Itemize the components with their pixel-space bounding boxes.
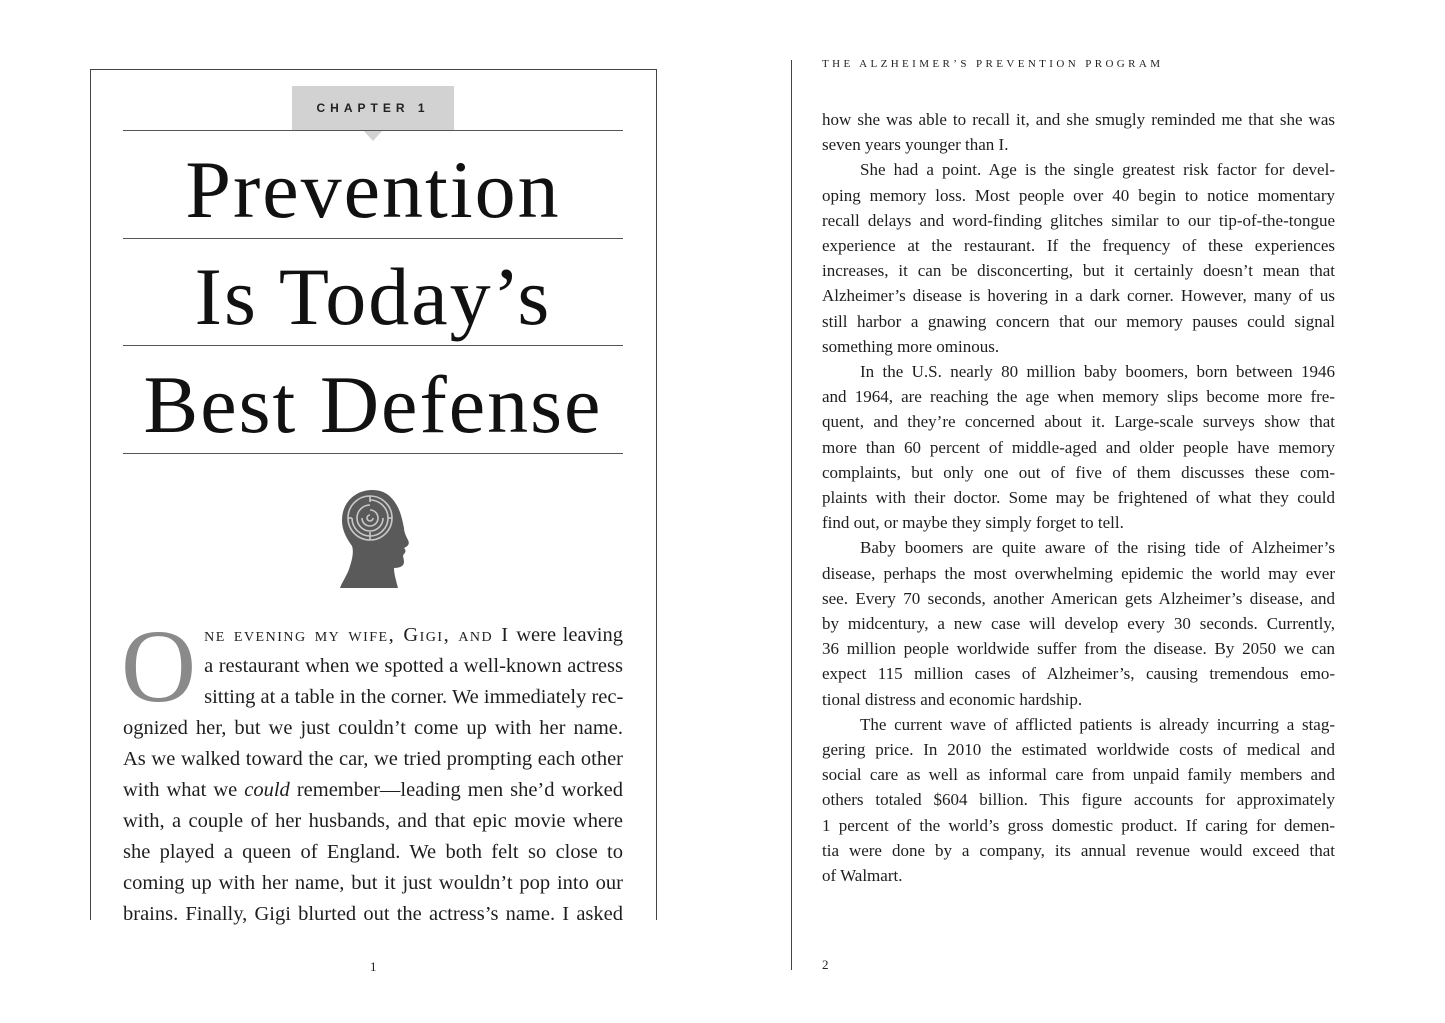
chapter-title-line: Prevention xyxy=(185,144,561,235)
paragraph xyxy=(822,712,1335,888)
text-line: more than 60 percent of middle-aged and older people have memory xyxy=(822,437,1335,457)
text-line: tional distress and economic hardship. xyxy=(822,689,1083,709)
italic-word: could xyxy=(244,779,290,801)
page-number: 2 xyxy=(822,957,829,972)
text-line: expect 115 million cases of Alzheimer’s, causing tremendous emo- xyxy=(822,664,1335,684)
text-line: a restaurant when we spotted a well-known actress xyxy=(204,655,623,677)
text-line: In the U.S. nearly 80 million baby boomers, born between 1946 xyxy=(860,362,1335,382)
text-line: something more ominous. xyxy=(822,336,1000,356)
text-line: and 1964, are reaching the age when memory slips become more fre- xyxy=(822,387,1335,407)
paragraph xyxy=(822,359,1335,535)
text-segment: were leaving xyxy=(509,624,623,646)
chapter-opening-text xyxy=(121,609,624,930)
text-line: increases, it can be disconcerting, but it certainly doesn’t mean that xyxy=(822,261,1335,281)
page-number: 1 xyxy=(370,959,377,974)
maze-head-profile-icon xyxy=(338,488,414,588)
chapter-title-line: Best Defense xyxy=(143,359,603,450)
title-rule xyxy=(123,345,623,346)
text-line: Alzheimer’s disease is hovering in a dark corner. However, many of us xyxy=(822,286,1335,306)
text-line: coming up with her name, but it just wouldn’t pop into our xyxy=(123,872,623,894)
text-line: by midcentury, a new case will develop every 30 seconds. Currently, xyxy=(822,614,1335,634)
text-line: of Walmart. xyxy=(822,866,903,886)
text-segment: remember—leading men she’d worked xyxy=(289,779,624,801)
text-line: still harbor a gnawing concern that our memory pauses could signal xyxy=(822,311,1335,331)
chapter-label: CHAPTER 1 xyxy=(292,86,454,130)
text-line: ognized her, but we just couldn’t come up with her name. xyxy=(123,717,623,739)
title-rule xyxy=(123,238,623,239)
page-frame-top xyxy=(90,69,657,70)
text-line: plaints with their doctor. Some may be frightened of what they could xyxy=(822,488,1335,508)
text-line: with, a couple of her husbands, and that epic movie where xyxy=(123,810,623,832)
chapter-title-line: Is Today’s xyxy=(194,251,552,342)
text-line: sitting at a table in the corner. We immediately rec- xyxy=(204,686,624,708)
text-line: brains. Finally, Gigi blurted out the actress’s name. I asked xyxy=(123,903,623,925)
text-line: 1 percent of the world’s gross domestic product. If caring for demen- xyxy=(822,815,1335,835)
text-line: recall delays and word-finding glitches similar to our tip-of-the-tongue xyxy=(822,210,1335,230)
text-line: social care as well as informal care from unpaid family members and xyxy=(822,765,1335,785)
paragraph xyxy=(822,535,1335,711)
left-page xyxy=(0,0,722,1023)
text-line: she played a queen of England. We both felt so close to xyxy=(123,841,623,863)
body-text xyxy=(822,107,1335,888)
right-page xyxy=(722,0,1445,1023)
gutter-rule xyxy=(791,60,792,970)
title-rule xyxy=(123,130,623,131)
page-frame-left xyxy=(90,69,91,920)
text-line: She had a point. Age is the single greatest risk factor for devel- xyxy=(860,160,1335,180)
paragraph xyxy=(822,107,1335,157)
text-segment: with what we xyxy=(123,779,245,801)
text-line: gering price. In 2010 the estimated worldwide costs of medical and xyxy=(822,740,1335,760)
text-line: find out, or maybe they simply forget to tell. xyxy=(822,513,1124,533)
drop-cap: O xyxy=(121,609,197,724)
text-line: As we walked toward the car, we tried prompting each other xyxy=(123,748,623,770)
text-line xyxy=(123,775,623,806)
text-line: Baby boomers are quite aware of the rising tide of Alzheimer’s xyxy=(860,538,1335,558)
text-line: quent, and they’re concerned about it. Large-scale surveys show that xyxy=(822,412,1335,432)
text-line: The current wave of afflicted patients is already incurring a stag- xyxy=(860,714,1335,734)
text-line: disease, perhaps the most overwhelming epidemic the world may ever xyxy=(822,563,1335,583)
text-line: see. Every 70 seconds, another American gets Alzheimer’s disease, and xyxy=(822,588,1335,608)
text-line: seven years younger than I. xyxy=(822,135,1009,155)
text-line xyxy=(123,620,623,651)
text-line: experience at the restaurant. If the frequency of these experiences xyxy=(822,236,1335,256)
opening-small-caps: ne evening my wife, Gigi, and I xyxy=(204,624,510,646)
text-line: tia were done by a company, its annual revenue would exceed that xyxy=(822,840,1335,860)
page-frame-right xyxy=(656,69,657,920)
running-head: THE ALZHEIMER’S PREVENTION PROGRAM xyxy=(822,58,1164,70)
title-rule xyxy=(123,453,623,454)
text-line: oping memory loss. Most people over 40 begin to notice momentary xyxy=(822,185,1335,205)
text-line: complaints, but only one out of five of them discusses these com- xyxy=(822,462,1335,482)
text-line: others totaled $604 billion. This figure accounts for approximately xyxy=(822,790,1335,810)
text-line: 36 million people worldwide suffer from the disease. By 2050 we can xyxy=(822,639,1335,659)
paragraph xyxy=(822,157,1335,359)
text-line: how she was able to recall it, and she smugly reminded me that she was xyxy=(822,110,1335,129)
